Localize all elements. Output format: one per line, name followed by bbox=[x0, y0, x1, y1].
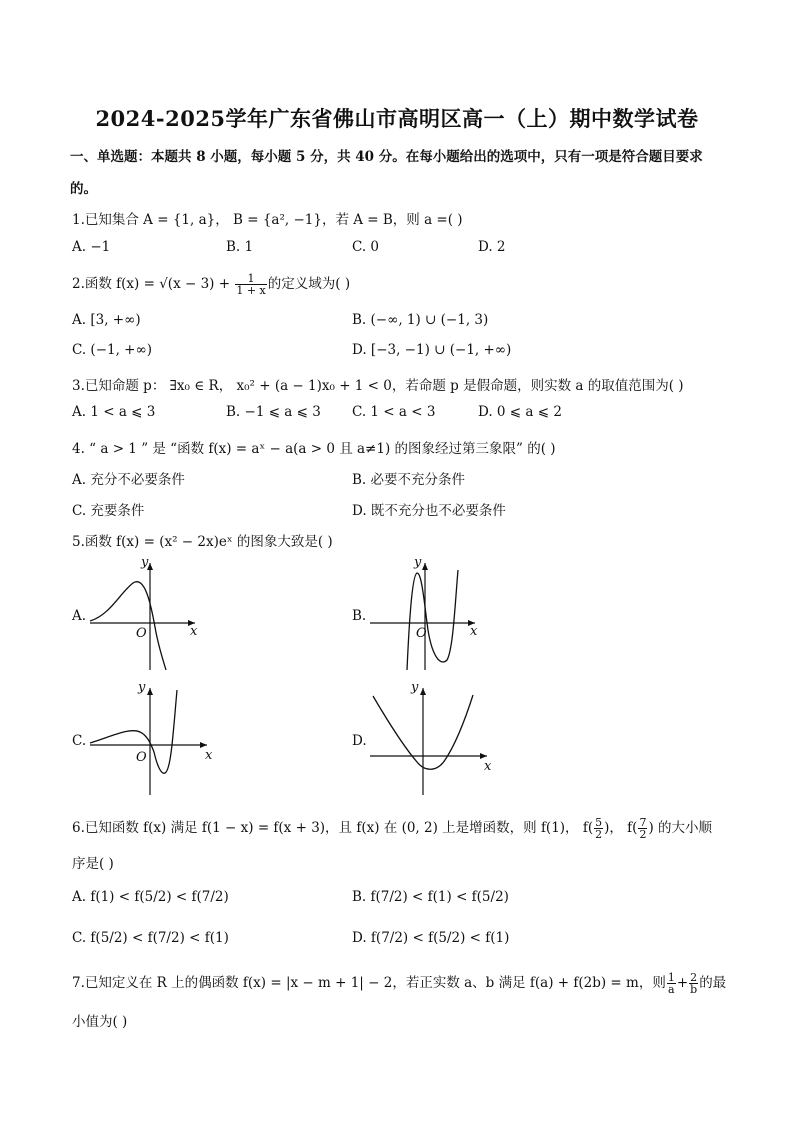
graph-a-label: A. bbox=[72, 608, 87, 624]
graph-c bbox=[85, 680, 215, 800]
graph-d-y-label: y bbox=[411, 680, 419, 695]
q2-frac-num: 1 bbox=[235, 273, 266, 285]
q6-stem bbox=[72, 816, 712, 840]
q2-stem bbox=[72, 272, 350, 296]
graph-c-label: C. bbox=[72, 733, 87, 749]
q5-stem: 5.函数 f(x) = (x² − 2x)eˣ 的图象大致是( ) bbox=[72, 534, 333, 550]
graph-d-y-arrow bbox=[420, 688, 426, 695]
q7-plus: + bbox=[676, 975, 689, 991]
graph-d bbox=[365, 680, 495, 800]
q4-option-d: D. 既不充分也不必要条件 bbox=[352, 503, 506, 519]
q2-option-b: B. (−∞, 1) ∪ (−1, 3) bbox=[352, 312, 489, 328]
q7-frac2-num: 2 bbox=[690, 971, 698, 984]
q6-stem-cont: 序是( ) bbox=[72, 856, 114, 872]
q6-frac-7-den: 2 bbox=[639, 828, 647, 841]
q4-stem: 4. “ a > 1 ” 是 “函数 f(x) = aˣ − a(a > 0 且 a≠1) 的图象经过第三象限” 的( ) bbox=[72, 441, 556, 457]
q3-stem: 3.已知命题 p： ∃x₀ ∈ R， x₀² + (a − 1)x₀ + 1 < 0，若命题 p 是假命题，则实数 a 的取值范围为( ) bbox=[72, 378, 684, 394]
q1-option-d: D. 2 bbox=[478, 239, 506, 255]
q6-stem-pre: 6.已知函数 f(x) 满足 f(1 − x) = f(x + 3)，且 f(x) 在 (0, 2) 上是增函数，则 f(1)， f( bbox=[72, 820, 594, 836]
q7-frac-1-a bbox=[667, 972, 676, 995]
q2-option-d: D. [−3, −1) ∪ (−1, +∞) bbox=[352, 342, 512, 358]
q7-stem-pre: 7.已知定义在 R 上的偶函数 f(x) = |x − m + 1| − 2，若正实数 a、b 满足 f(a) + f(2b) = m，则 bbox=[72, 975, 666, 991]
graph-b-curve bbox=[407, 570, 458, 670]
graph-b-y-label: y bbox=[414, 555, 422, 570]
q7-frac2-den: b bbox=[690, 983, 698, 996]
section-heading: 一、单选题：本题共 8 小题，每小题 5 分，共 40 分。在每小题给出的选项中，只有一项是符合题目要求 bbox=[70, 149, 703, 165]
graph-c-origin: O bbox=[136, 750, 147, 765]
q2-stem-post: 的定义域为( ) bbox=[267, 276, 351, 292]
q1-option-c: C. 0 bbox=[352, 239, 380, 255]
q1-option-b: B. 1 bbox=[226, 239, 254, 255]
q4-option-b: B. 必要不充分条件 bbox=[352, 472, 466, 488]
graph-b bbox=[365, 555, 490, 675]
q4-option-c: C. 充要条件 bbox=[72, 503, 145, 519]
graph-c-curve bbox=[90, 690, 177, 773]
q6-frac-7-2 bbox=[638, 817, 647, 840]
q2-frac-den: 1 + x bbox=[236, 284, 266, 297]
q6-frac-5-2 bbox=[594, 817, 603, 840]
graph-b-x-label: x bbox=[470, 624, 478, 639]
graph-c-y-label: y bbox=[138, 680, 146, 695]
q2-stem-pre: 2.函数 f(x) = √(x − 3) + bbox=[72, 276, 235, 292]
graph-b-origin: O bbox=[416, 626, 427, 641]
q1-stem: 1.已知集合 A = {1, a}， B = {a², −1}，若 A = B，则 a =( ) bbox=[72, 212, 463, 228]
section-heading-cont: 的。 bbox=[70, 181, 97, 197]
q1-option-a: A. −1 bbox=[72, 239, 111, 255]
graph-a-origin: O bbox=[136, 626, 147, 641]
graph-d-x-label: x bbox=[484, 759, 492, 774]
q2-option-c: C. (−1, +∞) bbox=[72, 342, 153, 358]
q6-option-a: A. f(1) < f(5/2) < f(7/2) bbox=[72, 889, 229, 905]
q7-stem bbox=[72, 971, 726, 995]
graph-d-label: D. bbox=[352, 733, 367, 749]
q3-option-a: A. 1 < a ⩽ 3 bbox=[72, 404, 156, 420]
graph-c-y-arrow bbox=[147, 688, 153, 695]
graph-c-x-label: x bbox=[205, 748, 213, 763]
graph-b-label: B. bbox=[352, 608, 367, 624]
q7-stem-post: 的最 bbox=[699, 975, 727, 991]
graph-a-x-label: x bbox=[190, 624, 198, 639]
q7-frac1-num: 1 bbox=[667, 971, 675, 984]
q4-option-a: A. 充分不必要条件 bbox=[72, 472, 185, 488]
q2-fraction bbox=[235, 273, 266, 296]
q6-frac-5-den: 2 bbox=[595, 828, 603, 841]
q6-frac-7-num: 7 bbox=[639, 816, 647, 829]
graph-a-curve bbox=[90, 582, 166, 670]
q3-option-d: D. 0 ⩽ a ⩽ 2 bbox=[478, 404, 562, 420]
q7-frac-2-b bbox=[689, 972, 698, 995]
q6-stem-post: ) 的大小顺 bbox=[648, 820, 713, 836]
q6-stem-mid: )， f( bbox=[604, 820, 638, 836]
q3-option-b: B. −1 ⩽ a ⩽ 3 bbox=[226, 404, 321, 420]
q6-frac-5-num: 5 bbox=[595, 816, 603, 829]
q7-stem-cont: 小值为( ) bbox=[72, 1014, 128, 1030]
graph-a-y-label: y bbox=[141, 555, 149, 570]
q3-option-c: C. 1 < a < 3 bbox=[352, 404, 436, 420]
graph-b-y-arrow bbox=[422, 563, 428, 570]
q2-option-a: A. [3, +∞) bbox=[72, 312, 141, 328]
q6-option-c: C. f(5/2) < f(7/2) < f(1) bbox=[72, 930, 229, 946]
page-title: 2024-2025学年广东省佛山市高明区高一（上）期中数学试卷 bbox=[95, 106, 699, 131]
q6-option-d: D. f(7/2) < f(5/2) < f(1) bbox=[352, 930, 510, 946]
q7-frac1-den: a bbox=[668, 983, 675, 996]
q6-option-b: B. f(7/2) < f(1) < f(5/2) bbox=[352, 889, 509, 905]
graph-a bbox=[85, 555, 210, 675]
